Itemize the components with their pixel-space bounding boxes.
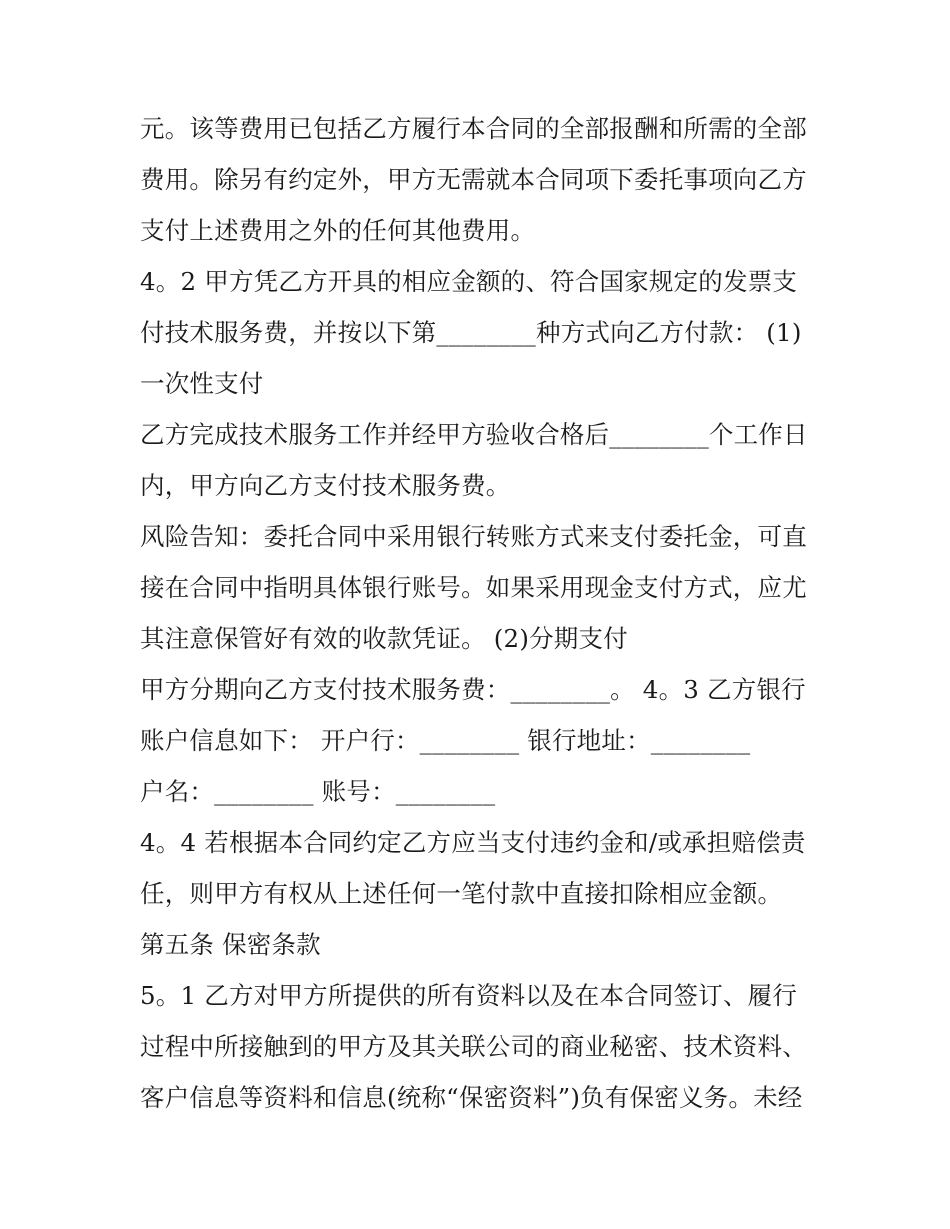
text-line: 其注意保管好有效的收款凭证。 (2)分期支付 xyxy=(140,624,628,653)
account-line: 户名：________ 账号：________ xyxy=(140,777,496,806)
option-1-heading: 一次性支付 xyxy=(140,369,264,398)
clause-5-1-line: 5。1 乙方对甲方所提供的所有资料以及在本合同签订、履行 xyxy=(140,981,798,1010)
text-line: 内，甲方向乙方支付技术服务费。 xyxy=(140,471,511,500)
clause-4-4-line: 4。4 若根据本合同约定乙方应当支付违约金和/或承担赔偿责 xyxy=(140,828,806,857)
text-line: 客户信息等资料和信息(统称“保密资料”)负有保密义务。未经 xyxy=(140,1083,803,1112)
text-line: 支付上述费用之外的任何其他费用。 xyxy=(140,216,536,245)
text-line: 乙方完成技术服务工作并经甲方验收合格后________个工作日 xyxy=(140,420,808,449)
text-line: 过程中所接触到的甲方及其关联公司的商业秘密、技术资料、 xyxy=(140,1032,807,1061)
article-5-heading: 第五条 保密条款 xyxy=(140,930,321,959)
text-line: 接在合同中指明具体银行账号。如果采用现金支付方式，应尤 xyxy=(140,573,807,602)
contract-text-body xyxy=(140,103,820,1123)
risk-notice-line: 风险告知：委托合同中采用银行转账方式来支付委托金，可直 xyxy=(140,522,807,551)
text-line: 甲方分期向乙方支付技术服务费：________。 4。3 乙方银行 xyxy=(140,675,806,704)
text-line: 任，则甲方有权从上述任何一笔付款中直接扣除相应金额。 xyxy=(140,879,783,908)
bank-info-line: 账户信息如下： 开户行：________ 银行地址：________ xyxy=(140,726,751,755)
text-line: 付技术服务费，并按以下第________种方式向乙方付款： (1) xyxy=(140,318,802,347)
text-line: 元。该等费用已包括乙方履行本合同的全部报酬和所需的全部 xyxy=(140,114,807,143)
text-line: 费用。除另有约定外，甲方无需就本合同项下委托事项向乙方 xyxy=(140,165,807,194)
clause-4-2-line: 4。2 甲方凭乙方开具的相应金额的、符合国家规定的发票支 xyxy=(140,267,798,296)
